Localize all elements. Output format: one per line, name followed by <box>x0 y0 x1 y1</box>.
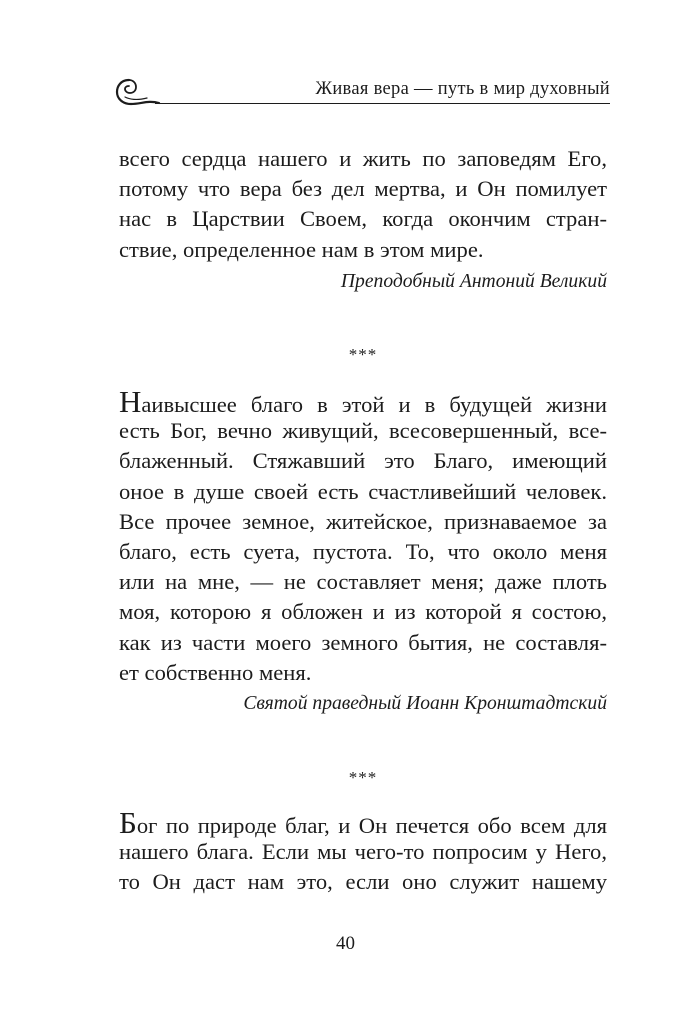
drop-cap: Б <box>119 805 137 840</box>
text-line: моя, которою я обложен и из которой я состою, <box>119 599 607 625</box>
text-line: потому что вера без дел мертва, и Он помилует <box>119 176 607 202</box>
section-separator: *** <box>348 345 378 364</box>
header-rule <box>155 103 610 104</box>
text-line <box>119 805 607 840</box>
text-line: есть Бог, вечно живущий, всесовершенный, все- <box>119 418 607 444</box>
text-line: ствие, определенное нам в этом мире. <box>119 236 484 262</box>
text-line: как из части моего земного бытия, не составля- <box>119 629 607 655</box>
section-separator: *** <box>348 768 378 787</box>
text-line: то Он даст нам это, если оно служит нашему <box>119 869 607 895</box>
text-line: блаженный. Стяжавший это Благо, имеющий <box>119 448 607 474</box>
quote-2-attribution: Святой праведный Иоанн Кронштадтский <box>243 693 607 714</box>
text-line: Все прочее земное, житейское, признаваемое за <box>119 508 607 534</box>
first-line-rest: аивысшее благо в этой и в будущей жизни <box>141 392 607 417</box>
quote-3-text <box>119 807 607 898</box>
text-line: нас в Царствии Своем, когда окончим стран- <box>119 206 607 232</box>
quote-1-attribution: Преподобный Антоний Великий <box>340 271 607 292</box>
running-header <box>115 70 610 110</box>
text-line: ет собственно меня. <box>119 659 312 685</box>
first-line-rest: ог по природе благ, и Он печется обо всем для <box>136 813 607 838</box>
text-line: или на мне, — не составляет меня; даже плоть <box>119 569 607 595</box>
quote-1-text <box>119 144 607 265</box>
text-line: нашего блага. Если мы чего-то попросим у Него, <box>119 839 607 865</box>
running-title: Живая вера — путь в мир духовный <box>315 79 610 99</box>
text-line <box>119 384 607 419</box>
text-line: всего сердца нашего и жить по заповедям Его, <box>119 146 607 171</box>
text-line: оное в душе своей есть счастливейший человек. <box>119 478 607 504</box>
text-line: благо, есть суета, пустота. То, что около меня <box>119 538 607 564</box>
drop-cap: Н <box>119 384 142 419</box>
quote-2-text <box>119 386 607 688</box>
page-number: 40 <box>336 933 355 954</box>
